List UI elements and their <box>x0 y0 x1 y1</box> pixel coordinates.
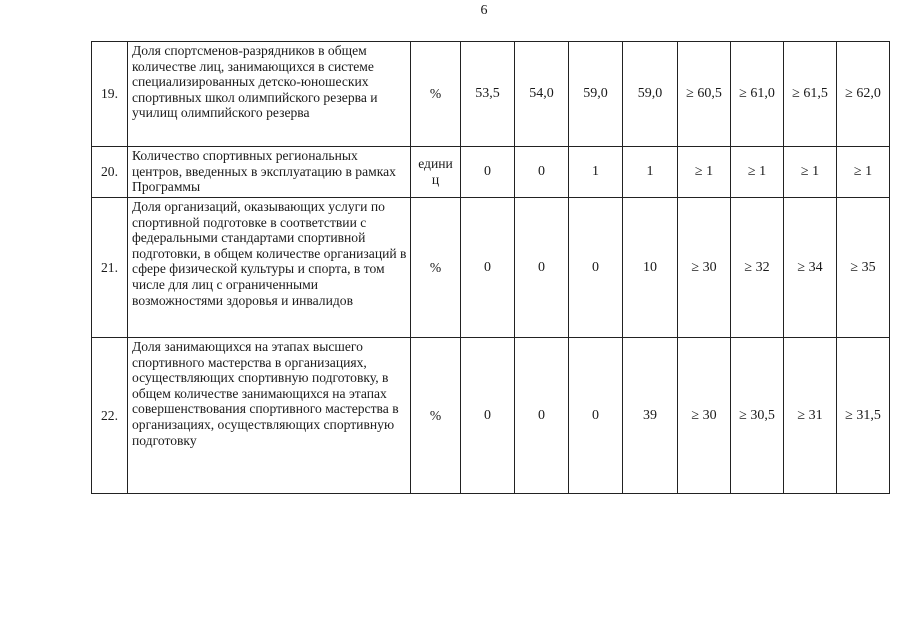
target-value-cell: ≥ 34 <box>784 198 837 338</box>
indicator-description: Доля спортсменов-разрядников в общем количестве лиц, занимающихся в системе специализированных детско-юношеских спортивных школ олимпийского резерва и училищ олимпийского резерва <box>128 42 411 147</box>
row-number: 22. <box>92 338 128 494</box>
target-value-cell: ≥ 30 <box>678 338 731 494</box>
target-value-cell: ≥ 61,0 <box>731 42 784 147</box>
target-value-cell: ≥ 60,5 <box>678 42 731 147</box>
indicator-description: Доля занимающихся на этапах высшего спортивного мастерства в организациях, осуществляющих спортивную подготовку, в общем количестве занимающихся на этапах совершенствования спортивного мастерства в организациях, осуществляющих спортивную подготовку <box>128 338 411 494</box>
target-value-cell: ≥ 31 <box>784 338 837 494</box>
page-number: 6 <box>480 3 488 18</box>
value-cell: 0 <box>515 147 569 198</box>
indicators-table <box>91 41 890 494</box>
target-value-cell: ≥ 61,5 <box>784 42 837 147</box>
target-value-cell: ≥ 1 <box>731 147 784 198</box>
unit-cell: % <box>411 198 461 338</box>
unit-cell: % <box>411 42 461 147</box>
table-row <box>92 147 890 198</box>
value-cell: 0 <box>461 198 515 338</box>
target-value-cell: ≥ 62,0 <box>837 42 890 147</box>
target-value-cell: ≥ 1 <box>678 147 731 198</box>
value-cell: 0 <box>515 338 569 494</box>
value-cell: 10 <box>623 198 678 338</box>
value-cell: 53,5 <box>461 42 515 147</box>
value-cell: 0 <box>569 338 623 494</box>
table-row <box>92 338 890 494</box>
target-value-cell: ≥ 30 <box>678 198 731 338</box>
table-row <box>92 42 890 147</box>
indicator-description: Количество спортивных региональных центров, введенных в эксплуатацию в рамках Программы <box>128 147 411 198</box>
value-cell: 54,0 <box>515 42 569 147</box>
row-number: 19. <box>92 42 128 147</box>
target-value-cell: ≥ 32 <box>731 198 784 338</box>
target-value-cell: ≥ 35 <box>837 198 890 338</box>
target-value-cell: ≥ 31,5 <box>837 338 890 494</box>
value-cell: 0 <box>569 198 623 338</box>
unit-cell: % <box>411 338 461 494</box>
value-cell: 0 <box>461 338 515 494</box>
table-row <box>92 198 890 338</box>
value-cell: 59,0 <box>623 42 678 147</box>
value-cell: 1 <box>569 147 623 198</box>
row-number: 20. <box>92 147 128 198</box>
value-cell: 59,0 <box>569 42 623 147</box>
unit-cell: единиц <box>411 147 461 198</box>
value-cell: 0 <box>515 198 569 338</box>
row-number: 21. <box>92 198 128 338</box>
value-cell: 0 <box>461 147 515 198</box>
target-value-cell: ≥ 1 <box>784 147 837 198</box>
value-cell: 1 <box>623 147 678 198</box>
target-value-cell: ≥ 1 <box>837 147 890 198</box>
indicator-description: Доля организаций, оказывающих услуги по спортивной подготовке в соответствии с федеральными стандартами спортивной подготовки, в общем количестве организаций в сфере физической культуры и спорта, в том числе для лиц с ограниченными возможностями здоровья и инвалидов <box>128 198 411 338</box>
target-value-cell: ≥ 30,5 <box>731 338 784 494</box>
value-cell: 39 <box>623 338 678 494</box>
